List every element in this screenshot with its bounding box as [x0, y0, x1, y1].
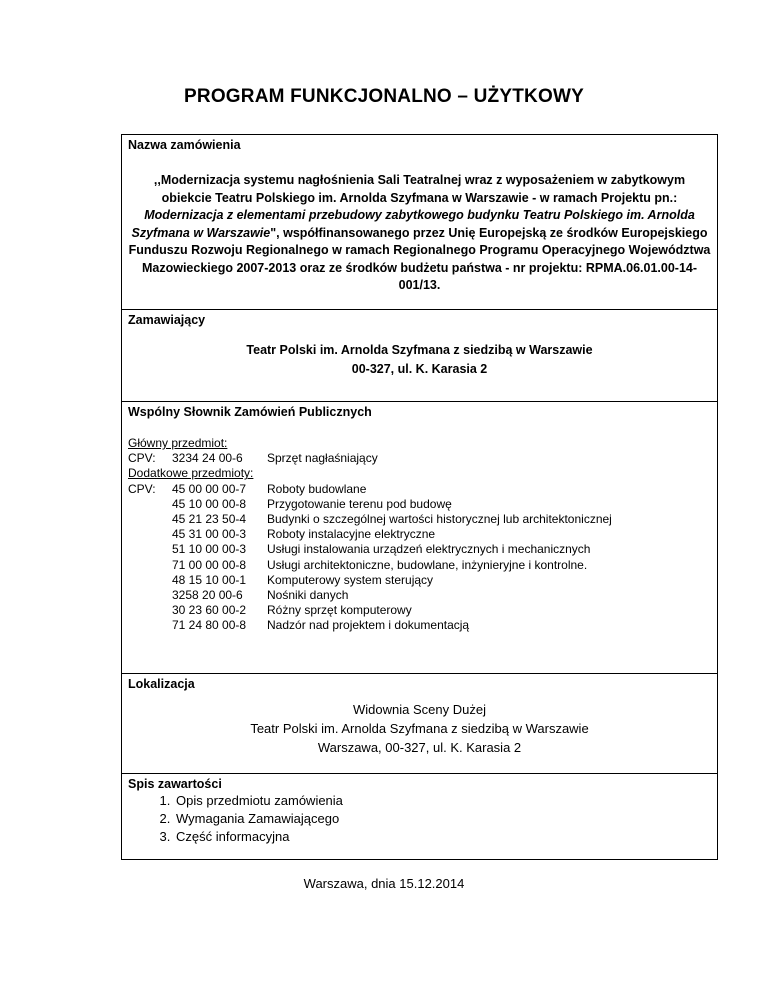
- cpv-main-row: [128, 451, 711, 466]
- cpv-prefix: [128, 527, 172, 542]
- cpv-prefix: CPV:: [128, 481, 156, 496]
- cpv-row: [128, 497, 711, 512]
- cpv-code: 3258 20 00-6: [172, 588, 243, 603]
- cpv-description: Nadzór nad projektem i dokumentacją: [267, 618, 470, 633]
- location-theatre: Teatr Polski im. Arnolda Szyfmana z siedzibą w Warszawie: [250, 721, 589, 736]
- cpv-description: Nośniki danych: [267, 588, 349, 603]
- location-venue: Widownia Sceny Dużej: [353, 702, 486, 717]
- location-section: [121, 674, 718, 774]
- cpv-list: [128, 436, 711, 634]
- cpv-row: [128, 618, 711, 633]
- contracting-authority-details: [128, 341, 711, 379]
- contracting-authority-section: [121, 310, 718, 402]
- cpv-prefix: [128, 603, 172, 618]
- document-title: PROGRAM FUNKCJONALNO – UŻYTKOWY: [184, 86, 584, 107]
- contents-list: [128, 792, 711, 846]
- cpv-description: Usługi instalowania urządzeń elektrycznych i mechanicznych: [267, 542, 591, 557]
- cpv-description: Przygotowanie terenu pod budowę: [267, 496, 452, 511]
- cpv-description: Roboty budowlane: [267, 481, 367, 496]
- contents-item: 1. Opis przedmiotu zamówienia: [174, 792, 711, 810]
- cpv-code: 45 31 00 00-3: [172, 527, 247, 542]
- location-details: [128, 700, 711, 757]
- location-label: Lokalizacja: [128, 677, 195, 691]
- cpv-prefix: [128, 512, 172, 527]
- cpv-prefix: [128, 542, 172, 557]
- order-text-project-name: Modernizacja z elementami przebudowy zabytkowego budynku Teatru Polskiego im. Arnolda Szyfmana w Warszawie: [131, 208, 695, 240]
- cpv-prefix: [128, 497, 172, 512]
- order-name-section: [121, 134, 718, 310]
- cpv-code: 48 15 10 00-1: [172, 572, 247, 587]
- cpv-row: [128, 558, 711, 573]
- cpv-code: 45 00 00 00-7: [172, 481, 247, 496]
- contents-label: Spis zawartości: [128, 777, 222, 791]
- contracting-authority-label: Zamawiający: [128, 313, 206, 327]
- contents-section: [121, 774, 718, 860]
- cpv-description: Budynki o szczególnej wartości historycznej lub architektonicznej: [267, 512, 612, 527]
- cpv-code: 71 00 00 00-8: [172, 557, 247, 572]
- order-name-label: Nazwa zamówienia: [128, 138, 241, 152]
- cpv-code: 30 23 60 00-2: [172, 603, 247, 618]
- cpv-main-label: Główny przedmiot:: [128, 436, 228, 450]
- contracting-authority-address: 00-327, ul. K. Karasia 2: [351, 362, 488, 376]
- cpv-prefix: [128, 573, 172, 588]
- cpv-row: [128, 573, 711, 588]
- cpv-prefix: [128, 618, 172, 633]
- cpv-code: 71 24 80 00-8: [172, 618, 247, 633]
- cpv-prefix: [128, 588, 172, 603]
- cpv-row: [128, 512, 711, 527]
- cpv-code: 3234 24 00-6: [172, 451, 243, 466]
- cpv-additional-list: [128, 482, 711, 634]
- cpv-row: [128, 603, 711, 618]
- location-address: Warszawa, 00-327, ul. K. Karasia 2: [317, 740, 522, 755]
- document-date: Warszawa, dnia 15.12.2014: [303, 876, 465, 891]
- cpv-description: Roboty instalacyjne elektryczne: [267, 527, 436, 542]
- order-text-part-1: ,,Modernizacja systemu nagłośnienia Sali Teatralnej wraz z wyposażeniem w zabytkowym obiekcie Teatru Polskiego im. Arnolda Szyfmana w Warszawie - w ramach Projektu pn.:: [153, 173, 686, 205]
- cpv-additional-label: Dodatkowe przedmioty:: [128, 466, 254, 481]
- cpv-row: [128, 482, 711, 497]
- cpv-label: Wspólny Słownik Zamówień Publicznych: [128, 405, 372, 419]
- cpv-description: Sprzęt nagłaśniający: [267, 451, 378, 466]
- cpv-description: Komputerowy system sterujący: [267, 572, 434, 587]
- cpv-row: [128, 527, 711, 542]
- cpv-row: [128, 588, 711, 603]
- cpv-description: Różny sprzęt komputerowy: [267, 603, 412, 618]
- cpv-section: [121, 402, 718, 674]
- cpv-code: 51 10 00 00-3: [172, 542, 247, 557]
- contents-item: 3. Część informacyjna: [174, 828, 711, 846]
- cpv-description: Usługi architektoniczne, budowlane, inżynieryjne i kontrolne.: [267, 557, 588, 572]
- cpv-prefix: CPV:: [128, 451, 156, 466]
- order-text-part-2: ", współfinansowanego przez Unię Europejską ze środków Europejskiego Funduszu Rozwoju Regionalnego w ramach Regionalnego Programu Operacyjnego Województwa Mazowieckiego 2007-2013 oraz ze środków budżetu państwa - nr projektu: RPMA.06.01.00-14-001/13.: [128, 225, 711, 292]
- contracting-authority-name: Teatr Polski im. Arnolda Szyfmana z siedzibą w Warszawie: [246, 343, 593, 357]
- contents-item: 2. Wymagania Zamawiającego: [174, 810, 711, 828]
- cpv-row: [128, 542, 711, 557]
- order-name-text: [128, 172, 711, 295]
- cpv-code: 45 21 23 50-4: [172, 512, 247, 527]
- cpv-code: 45 10 00 00-8: [172, 496, 247, 511]
- cpv-prefix: [128, 558, 172, 573]
